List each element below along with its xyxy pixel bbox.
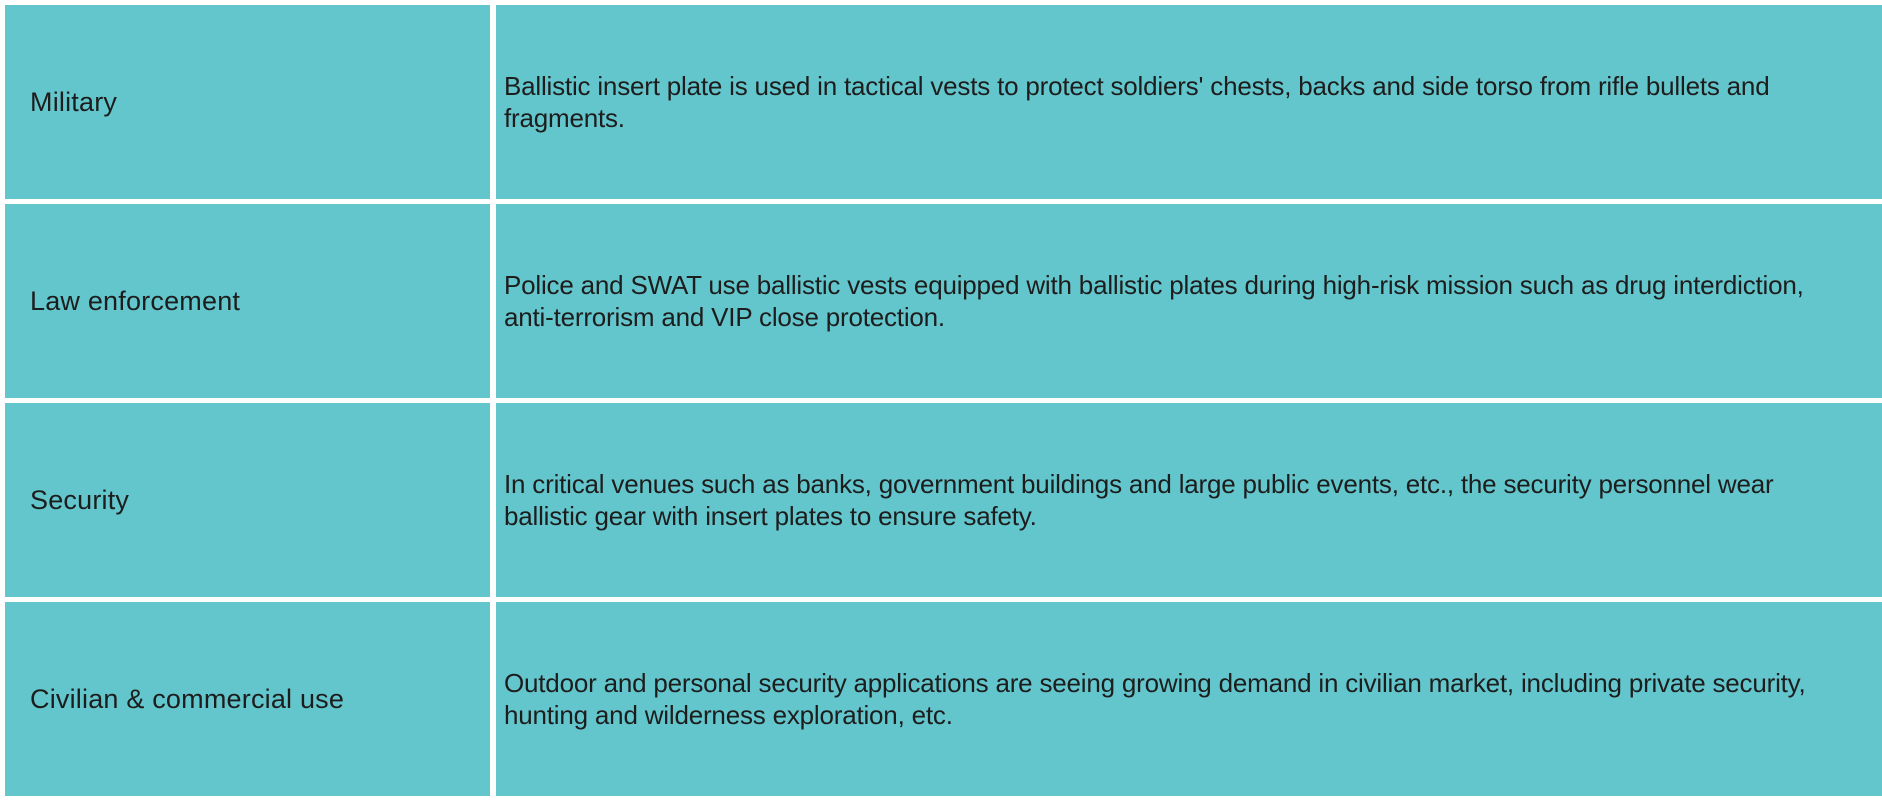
description-cell-security — [496, 403, 1882, 597]
description-cell-civilian-commercial — [496, 602, 1882, 796]
description-text: In critical venues such as banks, government buildings and large public events, etc., the security personnel wear ballistic gear with insert plates to ensure safety. — [504, 469, 1774, 531]
table-row — [5, 5, 1882, 199]
category-cell-military — [5, 5, 490, 199]
description-cell-law-enforcement — [496, 204, 1882, 398]
table-row — [5, 403, 1882, 597]
description-text: Police and SWAT use ballistic vests equipped with ballistic plates during high-risk mission such as drug interdiction, anti-terrorism and VIP close protection. — [504, 270, 1804, 332]
category-cell-law-enforcement — [5, 204, 490, 398]
category-label: Military — [30, 86, 118, 117]
description-text: Outdoor and personal security applications are seeing growing demand in civilian market, including private security, hunting and wilderness exploration, etc. — [504, 668, 1806, 730]
category-cell-civilian-commercial — [5, 602, 490, 796]
category-label: Security — [30, 484, 130, 515]
description-cell-military — [496, 5, 1882, 199]
table-row — [5, 602, 1882, 796]
table-row — [5, 204, 1882, 398]
category-label: Law enforcement — [30, 285, 241, 316]
description-text: Ballistic insert plate is used in tactical vests to protect soldiers' chests, backs and side torso from rifle bullets and fragments. — [504, 71, 1770, 133]
category-cell-security — [5, 403, 490, 597]
category-label: Civilian & commercial use — [30, 683, 345, 714]
